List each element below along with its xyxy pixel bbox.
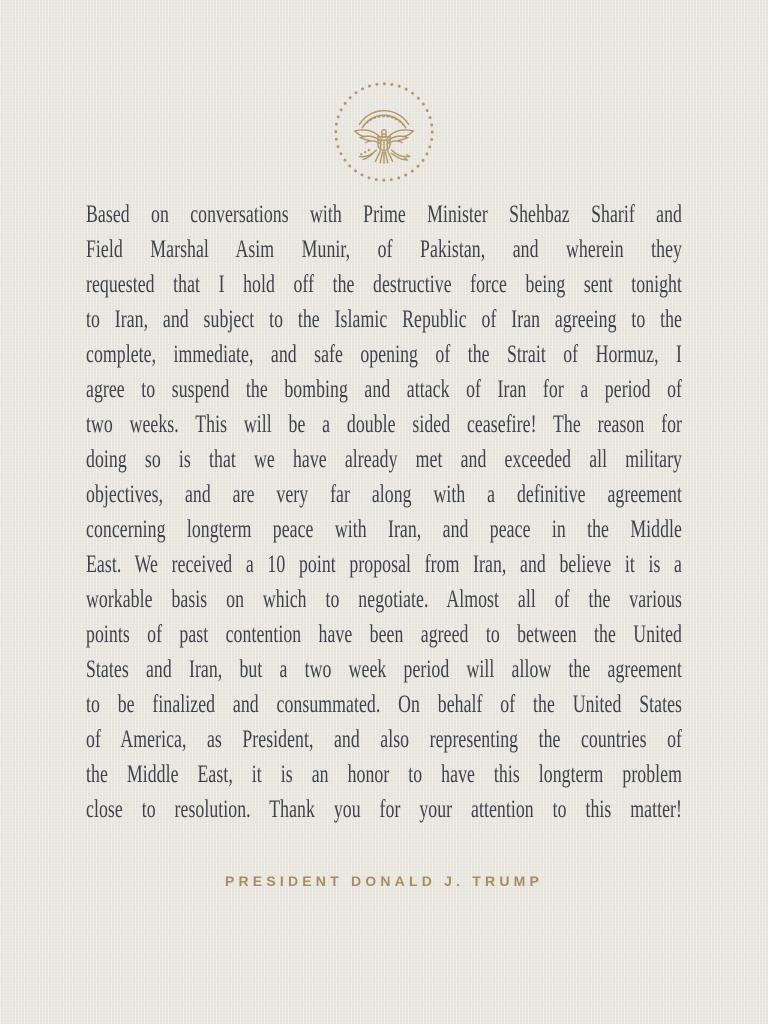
presidential-seal-icon bbox=[332, 0, 436, 184]
statement-line: close to resolution. Thank you for your attention to this matter! bbox=[86, 796, 682, 823]
signature: PRESIDENT DONALD J. TRUMP bbox=[224, 873, 544, 889]
statement-line: to be finalized and consummated. On behalf of the United States bbox=[86, 691, 682, 718]
statement-line: of America, as President, and also representing the countries of bbox=[86, 726, 682, 753]
statement-line: doing so is that we have already met and exceeded all military bbox=[86, 446, 682, 473]
statement-line: workable basis on which to negotiate. Almost all of the various bbox=[86, 586, 682, 613]
statement-line: concerning longterm peace with Iran, and peace in the Middle bbox=[86, 516, 682, 543]
statement-line: two weeks. This will be a double sided ceasefire! The reason for bbox=[86, 411, 682, 438]
statement-line: the Middle East, it is an honor to have this longterm problem bbox=[86, 761, 682, 788]
statement-line: objectives, and are very far along with a definitive agreement bbox=[86, 481, 682, 508]
statement-line: to Iran, and subject to the Islamic Republic of Iran agreeing to the bbox=[86, 306, 682, 333]
statement-line: points of past contention have been agreed to between the United bbox=[86, 621, 682, 648]
statement-line: States and Iran, but a two week period will allow the agreement bbox=[86, 656, 682, 683]
statement-text bbox=[86, 197, 682, 827]
statement-line: East. We received a 10 point proposal from Iran, and believe it is a bbox=[86, 551, 682, 578]
statement-line: agree to suspend the bombing and attack of Iran for a period of bbox=[86, 376, 682, 403]
statement-line: Field Marshal Asim Munir, of Pakistan, and wherein they bbox=[86, 236, 682, 263]
statement-line: requested that I hold off the destructive force being sent tonight bbox=[86, 271, 682, 298]
statement-line: Based on conversations with Prime Minister Shehbaz Sharif and bbox=[86, 201, 682, 228]
statement-lines bbox=[86, 197, 682, 827]
statement-line: complete, immediate, and safe opening of the Strait of Hormuz, I bbox=[86, 341, 682, 368]
